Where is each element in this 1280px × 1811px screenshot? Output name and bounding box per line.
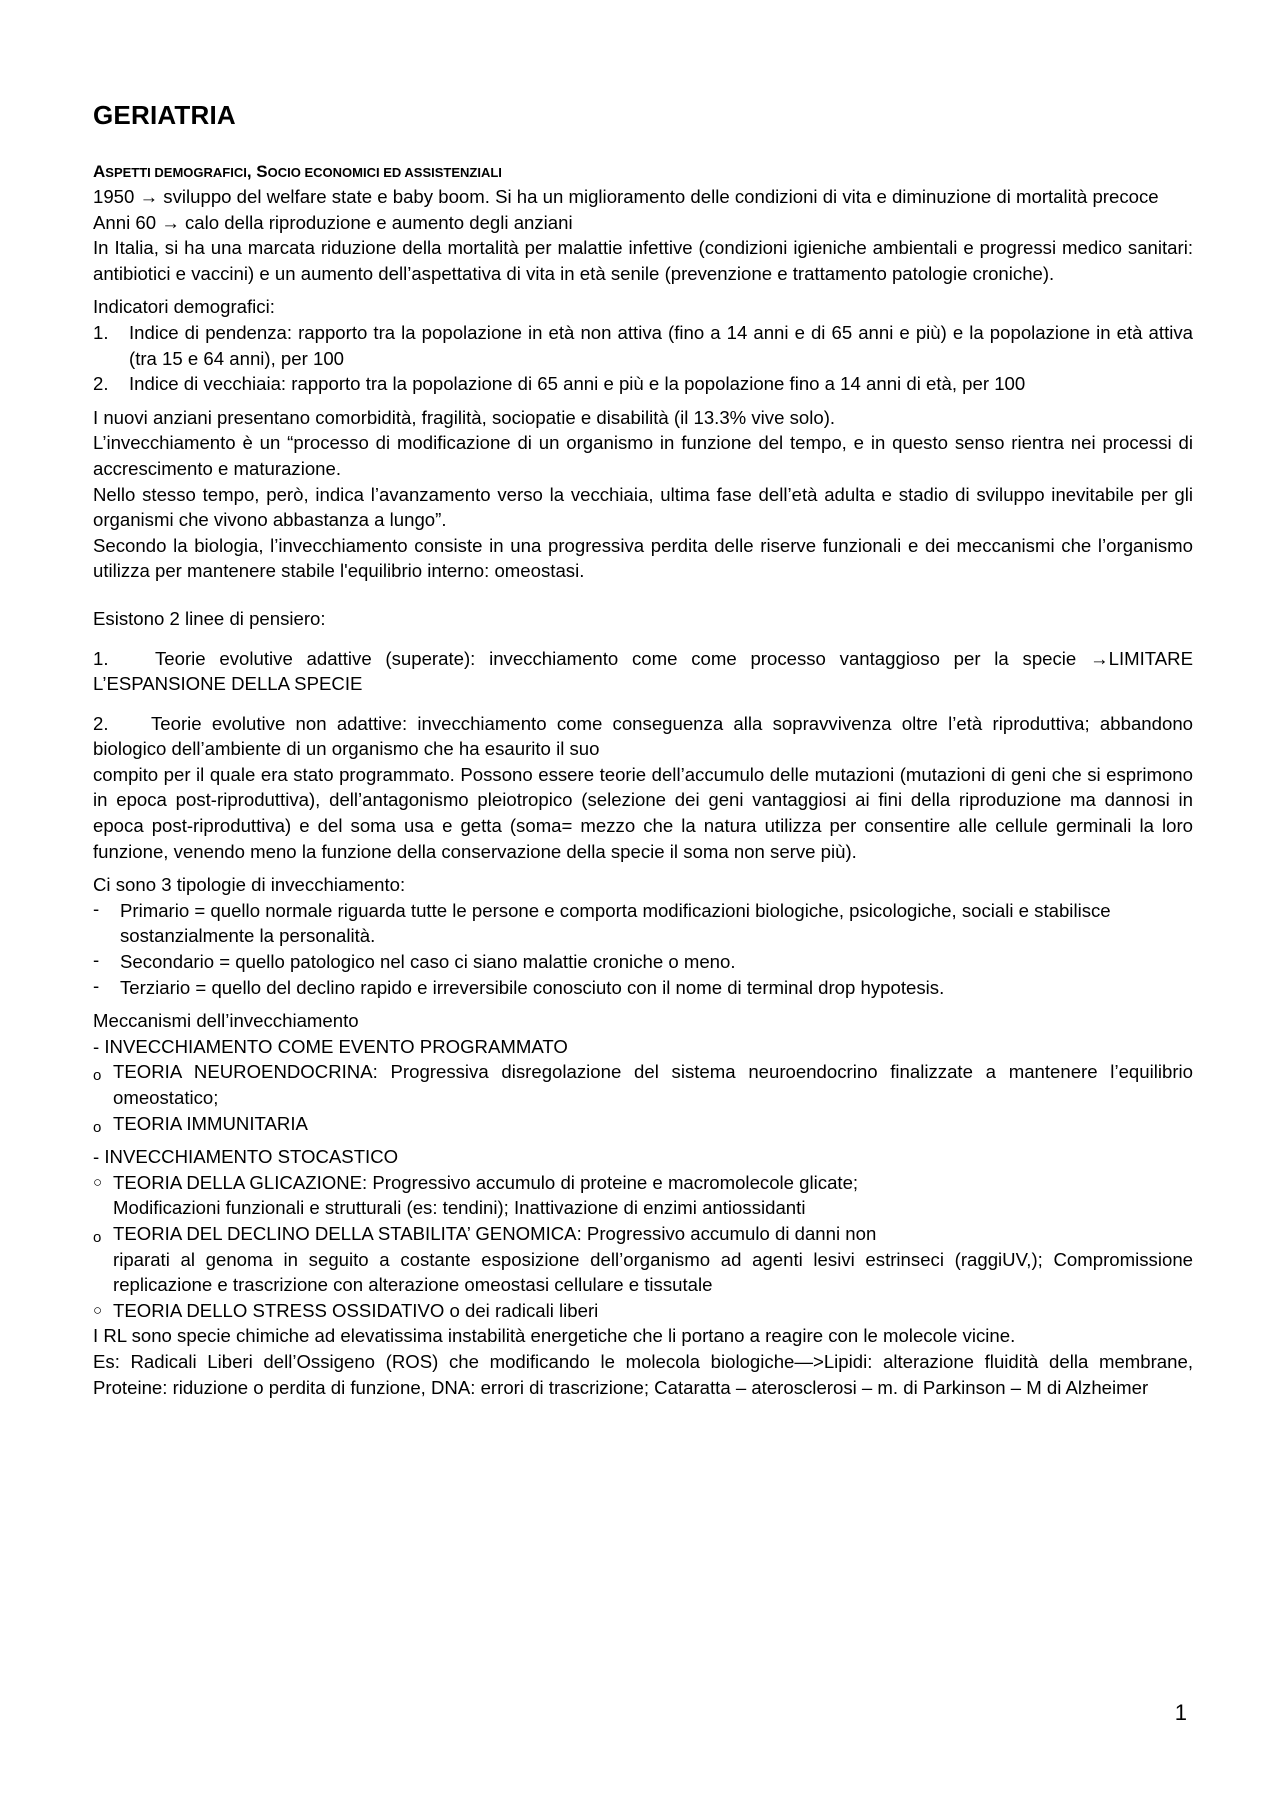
indicators-list [93,320,1193,397]
list-number: 2. [93,373,109,395]
intro-paragraph-1950: 1950 → sviluppo del welfare state e baby boom. Si ha un miglioramento delle condizioni di vita e diminuzione di mortalità precoce [93,186,1159,207]
list-item [93,371,1193,397]
aging-paragraph-2: L’invecchiamento è un “processo di modificazione di un organismo in funzione del tempo, e in questo senso rientra nei processi di accrescimento e maturazione. [93,432,1193,479]
list-item [93,1298,1193,1324]
circle-bullet-icon: o [93,1118,102,1136]
list-item-text: Indice di pendenza: rapporto tra la popolazione in età non attiva (fino a 14 anni e di 65 anni e più) e la popolazione in età attiva (tra 15 e 64 anni), per 100 [129,321,1193,369]
theory-non-adaptive [93,711,1193,762]
list-item-text: Secondario = quello patologico nel caso ci siano malattie croniche o meno. [120,951,736,973]
circle-bullet-icon: ○ [93,1173,103,1191]
list-item [93,975,1193,1001]
dash-bullet: - [93,949,100,971]
free-radicals-paragraph: I RL sono specie chimiche ad elevatissima instabilità energetiche che li portano a reagire con le molecole vicine. [93,1325,1016,1347]
intro-paragraph-anni-60: Anni 60 → calo della riproduzione e aumento degli anziani [93,211,573,233]
mechanisms-heading: Meccanismi dell’invecchiamento [93,1010,359,1032]
list-item [93,1221,1193,1247]
section-title-part-2: OCIO ECONOMICI ED ASSISTENZIALI [267,165,502,180]
document-title: GERIATRIA [93,100,236,130]
theory-adaptive [93,646,1193,697]
theories-heading: Esistono 2 linee di pensiero: [93,607,326,629]
list-item [93,1059,1193,1110]
list-number: 1. [93,321,109,343]
list-item-text: Indice di vecchiaia: rapporto tra la popolazione di 65 anni e più e la popolazione fino a 14 anni di età, per 100 [129,373,1026,395]
list-item [93,320,1193,371]
list-number: 1. [93,647,109,669]
dash-bullet: - [93,974,100,996]
programmed-heading: - INVECCHIAMENTO COME EVENTO PROGRAMMATO [93,1035,568,1057]
section-title-initial-2: , S [246,162,268,181]
theory-adaptive-text: Teorie evolutive adattive (superate): invecchiamento come come processo vantaggioso per la specie →LIMITARE L’ESPANSIONE DELLA SPECIE [93,647,1193,695]
aging-paragraph-3: Nello stesso tempo, però, indica l’avanzamento verso la vecchiaia, ultima fase dell’età adulta e stadio di sviluppo inevitabile per gli organismi che vivono abbastanza a lungo”. [93,483,1193,531]
circle-bullet-icon: o [93,1228,102,1246]
intro-paragraph-italia: In Italia, si ha una marcata riduzione della mortalità per malattie infettive (condizioni igieniche ambientali e progressi medico sanitari: antibiotici e vaccini) e un aumento dell’aspettativa di vita in età senile (prevenzione e trattamento patologie croniche). [93,237,1193,284]
dash-bullet: - [93,897,100,919]
indicators-heading: Indicatori demografici: [93,296,275,318]
list-item-text: TEORIA DELLO STRESS OSSIDATIVO o dei radicali liberi [113,1299,599,1321]
section-title [93,161,1193,184]
list-item-text: Primario = quello normale riguarda tutte le persone e comporta modificazioni biologiche, psicologiche, sociali e stabilisce sostanzialmente la personalità. [120,899,1111,947]
types-heading: Ci sono 3 tipologie di invecchiamento: [93,874,406,896]
list-item [93,949,1193,975]
list-item-text: TEORIA IMMUNITARIA [113,1112,308,1134]
section-title-part-1: SPETTI DEMOGRAFICI [105,165,247,180]
list-item-text: TEORIA DEL DECLINO DELLA STABILITA’ GENOMICA: Progressivo accumulo di danni non [113,1222,877,1244]
aging-paragraph-4: Secondo la biologia, l’invecchiamento consiste in una progressiva perdita delle riserve funzionali e dei meccanismi che l’organismo utilizza per mantenere stabile l'equilibrio interno: omeostasi. [93,534,1193,582]
list-item [93,1111,1193,1137]
list-item-text: TEORIA DELLA GLICAZIONE: Progressivo accumulo di proteine e macromolecole glicate; [113,1171,859,1193]
types-list [93,898,1193,1000]
genomic-continued: riparati al genoma in seguito a costante esposizione dell’organismo ad agenti lesivi estrinseci (raggiUV,); Compromissione replicazione e trascrizione con alterazione omeostasi cellulare e tissutale [113,1248,1193,1296]
aging-paragraph-1: I nuovi anziani presentano comorbidità, fragilità, sociopatie e disabilità (il 13.3% vive solo). [93,406,836,428]
theory-non-adaptive-continued: compito per il quale era stato programmato. Possono essere teorie dell’accumulo delle mutazioni (mutazioni di geni che si esprimono in epoca post-riproduttiva), dell’antagonismo pleiotropico (selezione dei geni vantaggiosi ai fini della riproduzione ma dannosi in epoca post-riproduttiva) e del soma usa e getta (soma= mezzo che la natura utilizza per consentire alle cellule germinali la loro funzione, venendo meno la funzione della conservazione della specie il soma non serve più). [93,763,1193,862]
list-item-text: TEORIA NEUROENDOCRINA: Progressiva disregolazione del sistema neuroendocrino finalizzate a mantenere l’equilibrio omeostatico; [113,1061,1193,1108]
document-page [93,100,1193,1400]
page-number: 1 [1174,1700,1187,1725]
list-item-text: Terziario = quello del declino rapido e irreversibile conosciuto con il nome di terminal drop hypotesis. [120,976,945,998]
theory-non-adaptive-text-a: Teorie evolutive non adattive: invecchiamento come conseguenza alla sopravvivenza oltre l’età riproduttiva; abbandono biologico dell’ambiente di un organismo che ha esaurito il suo [93,712,1193,760]
list-item [93,898,1193,949]
circle-bullet-icon: ○ [93,1301,103,1319]
stochastic-heading: - INVECCHIAMENTO STOCASTICO [93,1146,399,1168]
glycation-continued: Modificazioni funzionali e strutturali (es: tendini); Inattivazione di enzimi antiossidanti [113,1197,806,1219]
ros-example-paragraph: Es: Radicali Liberi dell’Ossigeno (ROS) che modificando le molecola biologiche—>Lipidi: alterazione fluidità della membrane, Proteine: riduzione o perdita di funzione, DNA: errori di trascrizione; Cataratta – aterosclerosi – m. di Parkinson – M di Alzheimer [93,1350,1193,1398]
section-title-initial-1: A [93,162,106,181]
list-number: 2. [93,712,109,734]
circle-bullet-icon: o [93,1067,102,1085]
list-item [93,1170,1193,1196]
